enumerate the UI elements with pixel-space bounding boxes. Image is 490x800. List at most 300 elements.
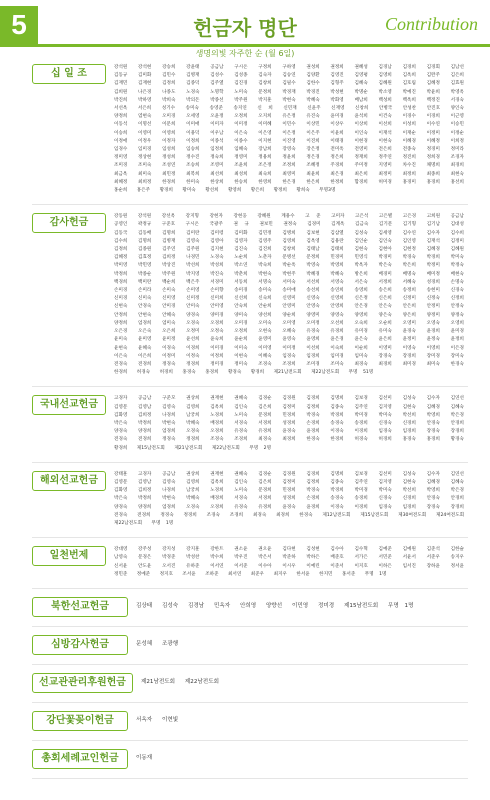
- donor-name: 구준호: [161, 222, 176, 228]
- category-label: 국내선교헌금: [32, 395, 106, 415]
- donor-name: 오미숙: [258, 320, 272, 326]
- donor-name: 오순희: [378, 320, 392, 326]
- donor-name: 백옥희: [402, 97, 416, 103]
- donor-name: 엄경희: [138, 320, 152, 326]
- donor-name: 김현아: [378, 247, 392, 253]
- donor-name: 조승희: [186, 163, 200, 169]
- donor-name: 문경희: [258, 488, 272, 494]
- donor-name: 강현웅: [233, 214, 247, 220]
- donor-name: 홍순희: [114, 188, 128, 194]
- donor-name: 송영희: [354, 288, 368, 294]
- donor-name: 정지호: [159, 571, 173, 577]
- donor-name: 이진희: [306, 138, 320, 144]
- donor-name: 박영희: [426, 488, 440, 494]
- section-divider: [32, 588, 468, 589]
- donor-name: 김창희: [282, 247, 296, 253]
- donor-name: 박경숙: [402, 255, 416, 261]
- donor-names: [114, 395, 468, 452]
- donor-name: 장미경: [426, 353, 440, 359]
- donor-names: [114, 471, 468, 528]
- donor-name: 정미숙: [234, 361, 248, 367]
- donor-name: 김혜경: [426, 247, 440, 253]
- donor-name: 박현숙: [162, 496, 176, 502]
- category-label: 십 일 조: [32, 64, 106, 84]
- donor-name: 이현숙: [234, 353, 248, 359]
- donor-name: 김성숙: [402, 396, 416, 402]
- donor-name: 정진희: [402, 155, 416, 161]
- donor-name: 김선미: [378, 471, 392, 477]
- donor-name: 배남희: [354, 97, 368, 103]
- donor-name: 박지영: [186, 271, 200, 277]
- donor-name: 황미숙: [182, 188, 196, 194]
- donor-name: 장경숙: [378, 353, 392, 359]
- donor-name: 양순희: [282, 312, 296, 318]
- donor-name: 박경희: [330, 412, 344, 418]
- donor-name: 구시온: [234, 65, 248, 70]
- donor-name: 김영희: [186, 479, 200, 485]
- donor-name: 양경숙: [114, 504, 128, 510]
- donor-name: 안희영: [240, 602, 257, 609]
- donor-name: 김명희: [138, 238, 152, 244]
- donor-name: 권재현: [210, 396, 224, 402]
- donor-name: 박은경: [450, 412, 464, 418]
- donor-name: 장경희: [402, 353, 416, 359]
- donor-name: 김인숙: [234, 479, 248, 485]
- donor-name: 차수진: [402, 163, 416, 169]
- donor-name: 권정희: [330, 65, 344, 70]
- donor-name: 송경희: [354, 420, 368, 426]
- donor-name: 김옥희: [210, 479, 224, 485]
- donor-name: 김정희: [162, 81, 176, 87]
- donor-name: 제22남전도회: [211, 445, 240, 451]
- donor-name: 구시온: [185, 222, 199, 228]
- donor-name: 나경민: [186, 255, 200, 261]
- donor-name: 신창희: [355, 106, 369, 112]
- donor-name: 정예준: [136, 571, 151, 577]
- donor-name: 송연희: [330, 288, 344, 294]
- donor-name: 박은숙: [114, 420, 128, 426]
- donor-name: 서준우: [426, 555, 440, 561]
- donor-name: 최복희: [186, 171, 200, 177]
- donor-name: 오서진: [162, 563, 176, 569]
- donor-name: 이경희: [354, 429, 368, 435]
- donor-name: 박주원: [234, 97, 248, 103]
- donor-name: 김경미: [307, 222, 321, 228]
- donor-name: 김재석: [426, 238, 440, 244]
- donor-name: 김영아: [210, 238, 224, 244]
- donor-name: 홍경희: [426, 437, 440, 443]
- donor-name: 정상현: [138, 155, 152, 161]
- donor-name: 오현숙: [258, 329, 272, 335]
- donor-name: 노미숙: [234, 488, 248, 494]
- donor-name: 이근영: [450, 114, 464, 120]
- donor-name: 유은정: [282, 114, 296, 120]
- donor-name: 박선희: [402, 412, 416, 418]
- donor-name: 임승희: [186, 147, 200, 153]
- donor-name: 박의돈: [186, 97, 200, 103]
- donor-name: 김정미: [282, 479, 296, 485]
- donor-name: 서경숙: [234, 496, 248, 502]
- donor-name: 김영희: [186, 404, 200, 410]
- donor-name: 박정숙: [450, 263, 464, 269]
- donor-name: 박영숙: [306, 263, 320, 269]
- donor-name: 박미숙: [450, 255, 464, 261]
- donor-name: 이민영: [292, 602, 309, 609]
- donor-name: 박경재: [282, 89, 296, 95]
- donor-name: 김영진: [330, 73, 344, 79]
- donor-name: 오정희: [234, 114, 248, 120]
- donor-name: 박준하: [282, 555, 296, 561]
- donor-name: 임정희: [210, 147, 224, 153]
- donor-name: 김형주: [330, 81, 344, 87]
- donor-name: 김기남: [426, 222, 441, 228]
- donor-name: 신영미: [282, 296, 296, 302]
- donor-name: 박경희: [426, 255, 440, 261]
- donor-name: 박선희: [186, 263, 200, 269]
- donor-name: 제21남전도회: [140, 678, 176, 685]
- donor-name: 엄경희: [162, 429, 176, 435]
- donor-name: 박소연: [234, 263, 248, 269]
- donor-name: 박윤희: [426, 89, 440, 95]
- donor-name: 박지훈: [258, 97, 272, 103]
- donor-name: 조경희: [229, 512, 244, 518]
- donor-name: 조광행: [162, 640, 179, 647]
- donor-name: 김주연: [162, 247, 176, 253]
- donor-name: 김태희: [330, 247, 344, 253]
- donor-name: 김혜경: [426, 479, 440, 485]
- donor-name: 이은숙: [234, 130, 248, 136]
- donor-name: 김희원: [114, 89, 128, 95]
- category-section: [32, 471, 468, 528]
- donor-name: 무명 1명: [387, 602, 414, 609]
- donor-names: [114, 213, 468, 377]
- donor-name: 김인숙: [234, 404, 248, 410]
- donor-name: 이하은: [378, 563, 392, 569]
- donor-name: 채명희: [426, 163, 440, 169]
- donor-name: 정경숙: [162, 437, 176, 443]
- donor-name: 유경희: [258, 504, 272, 510]
- donor-name: 김인영: [402, 238, 416, 244]
- donor-name: 민경미: [330, 255, 344, 261]
- donor-name: 김명희: [330, 471, 344, 477]
- donor-name: 구하영: [282, 65, 296, 70]
- donor-name: 오경숙: [186, 320, 200, 326]
- donor-name: 김한수: [306, 81, 320, 87]
- donor-name: 황정희: [273, 188, 287, 194]
- donor-name: 윤숙희: [210, 337, 224, 343]
- donor-name: 남궁희: [186, 412, 200, 418]
- donor-name: 김동국: [114, 230, 128, 236]
- donor-name: 오경희: [210, 320, 224, 326]
- donor-name: 안은숙: [378, 304, 392, 310]
- donor-name: 김선미: [378, 396, 392, 402]
- donor-name: 송현미: [426, 288, 440, 294]
- donor-name: 이예린: [306, 563, 320, 569]
- donor-name: 허미경: [378, 179, 392, 185]
- donor-name: 박옥자: [354, 263, 368, 269]
- donor-name: 오정미: [186, 329, 200, 335]
- donor-name: 김종숙: [330, 479, 344, 485]
- donor-name: 김예준: [378, 547, 392, 553]
- donor-name: 김성숙: [402, 471, 416, 477]
- donor-name: 박정희: [138, 420, 152, 426]
- donor-name: 안은경: [354, 304, 368, 310]
- donor-name: 김지영: [378, 479, 392, 485]
- section-divider: [32, 778, 468, 779]
- donor-name: 이승민: [450, 122, 464, 128]
- donor-name: 최민정: [162, 171, 176, 177]
- donor-name: 한은경: [282, 179, 296, 185]
- donor-name: 김현정: [402, 247, 416, 253]
- donor-name: 최경희: [282, 437, 296, 443]
- donor-name: 이승희: [114, 130, 128, 136]
- donor-name: 김세영: [378, 230, 392, 236]
- donor-name: 이경숙: [162, 345, 176, 351]
- donor-name: 배준호: [330, 555, 344, 561]
- donor-name: 이은정: [282, 130, 296, 136]
- donor-name: 이경수: [402, 114, 416, 120]
- donor-name: 민경희: [282, 488, 296, 494]
- donor-name: 윤은희: [378, 337, 392, 343]
- donor-name: 강현자: [209, 214, 223, 220]
- donor-name: 황경희: [250, 370, 265, 376]
- donor-name: 한지민: [319, 571, 333, 577]
- donor-name: 김옥희: [402, 73, 416, 79]
- donor-name: 유경숙: [234, 429, 248, 435]
- donor-name: 나은경: [138, 89, 152, 95]
- donor-name: 노춘자: [258, 255, 272, 261]
- donor-name: 이은희: [138, 353, 152, 359]
- donor-name: 이종석: [210, 138, 224, 144]
- donor-name: 정재희: [354, 155, 368, 161]
- donor-name: 김수아: [330, 547, 344, 553]
- donor-name: 윤미숙: [114, 337, 128, 343]
- donor-name: 주경희: [330, 163, 344, 169]
- donor-name: 이동석: [114, 122, 128, 128]
- donor-name: 김주연: [354, 479, 368, 485]
- donor-name: 강석원: [137, 214, 152, 220]
- donor-name: 김동규: [114, 73, 128, 79]
- donor-name: 이영미: [138, 130, 152, 136]
- donor-name: 조경숙: [258, 361, 272, 367]
- section-divider: [32, 537, 468, 538]
- donor-name: 이지현: [258, 138, 272, 144]
- donor-name: 김혜원: [378, 81, 392, 87]
- category-section: [32, 395, 468, 452]
- donor-name: 김동배: [138, 230, 152, 236]
- donor-name: 김병재: [162, 238, 176, 244]
- donor-name: 박명순: [354, 89, 368, 95]
- donor-name: 배경미: [378, 271, 392, 277]
- donor-name: 무명 1명: [364, 571, 387, 577]
- donor-name: 정은희: [330, 155, 344, 161]
- donor-name: 정경희: [183, 512, 197, 518]
- donor-name: 김진희: [258, 247, 272, 253]
- donor-name: 함경희: [354, 179, 368, 185]
- donor-name: 배현숙: [450, 271, 464, 277]
- donor-name: 박경숙: [306, 412, 320, 418]
- donor-name: 안정숙: [450, 304, 464, 310]
- donor-name: 백성희: [378, 97, 392, 103]
- donor-name: 조성연: [162, 163, 176, 169]
- donor-name: 이수연: [426, 122, 440, 128]
- donor-name: 송영준: [209, 106, 223, 112]
- donor-name: 최금옥: [114, 171, 128, 177]
- donor-name: 문정희: [258, 89, 272, 95]
- donor-name: 안도윤: [138, 563, 152, 569]
- donor-name: 조경숙: [206, 512, 220, 518]
- donor-name: 김은희: [258, 479, 272, 485]
- donor-name: 조하준: [205, 571, 219, 577]
- donor-name: 박현숙: [282, 97, 296, 103]
- donor-name: 이선희: [306, 345, 320, 351]
- donor-name: 김혜숙: [354, 81, 368, 87]
- donor-name: 장미숙: [450, 353, 464, 359]
- donor-name: 김지현: [210, 247, 224, 253]
- donor-name: 권혜숙: [234, 471, 248, 477]
- donor-name: 이진영: [282, 138, 296, 144]
- donor-name: 장경숙: [426, 429, 440, 435]
- donor-name: 이시우: [282, 563, 296, 569]
- donor-name: 신숙희: [258, 296, 272, 302]
- donor-name: 권 규: [233, 222, 249, 228]
- donor-name: 박정희: [114, 271, 128, 277]
- donor-name: 황영희: [227, 188, 242, 194]
- donor-name: 신영희: [330, 296, 344, 302]
- donor-name: 서경미: [210, 279, 224, 285]
- donor-name: 이경희: [426, 114, 440, 120]
- donor-name: 양미경: [210, 312, 224, 318]
- donor-list: [32, 64, 468, 787]
- donor-name: 공금남: [162, 471, 176, 477]
- donor-name: 정경숙: [160, 512, 174, 518]
- donor-name: 주미정: [354, 163, 368, 169]
- donor-name: 김태남: [306, 247, 320, 253]
- donor-name: 노순희: [234, 255, 248, 261]
- donor-name: 윤영숙: [282, 337, 296, 343]
- donor-name: 김혜정: [114, 255, 128, 261]
- donor-name: 김한슬: [450, 547, 464, 553]
- donor-name: 박하영: [138, 97, 152, 103]
- donor-name: 김혜원: [450, 247, 464, 253]
- donor-name: 안미경: [162, 304, 176, 310]
- donor-name: 정윤희: [282, 155, 296, 161]
- donor-name: 엄경희: [162, 504, 176, 510]
- donor-name: 오윤정: [210, 114, 224, 120]
- donor-name: 권오윤: [258, 547, 272, 553]
- donor-name: 허경숙: [354, 437, 368, 443]
- donor-name: 한경숙: [306, 437, 320, 443]
- category-section: [32, 546, 468, 579]
- donor-name: 송미애: [282, 288, 296, 294]
- donor-name: 김경원: [282, 396, 296, 402]
- donor-name: 김경순: [258, 471, 272, 477]
- donor-name: 민경희: [282, 412, 296, 418]
- donor-name: 최서연: [227, 571, 242, 577]
- donor-name: 김예원: [402, 547, 416, 553]
- donor-name: 김경희: [306, 471, 320, 477]
- donor-name: 박은숙: [378, 263, 392, 269]
- donor-name: 이태경: [330, 138, 344, 144]
- donor-name: 박희숙: [162, 97, 176, 103]
- donor-name: 조영미: [210, 163, 224, 169]
- donor-name: 윤정미: [402, 337, 416, 343]
- donor-name: 무명 2명: [249, 445, 272, 451]
- donor-name: 서가은: [354, 555, 368, 561]
- donor-name: 노명학: [210, 89, 224, 95]
- donor-name: 나경희: [162, 488, 176, 494]
- donor-name: 유경희: [258, 429, 272, 435]
- donor-name: 서혜숙: [402, 279, 416, 285]
- donor-name: 임경희: [306, 353, 320, 359]
- donor-name: 양선희: [258, 312, 272, 318]
- donor-name: 이은경: [450, 345, 464, 351]
- donor-name: 이미경: [210, 345, 224, 351]
- donor-name: 성경희: [282, 496, 296, 502]
- donor-name: 황경희: [159, 188, 173, 194]
- donor-name: 안정미: [426, 304, 440, 310]
- donor-name: 한미숙: [186, 179, 200, 185]
- donor-name: 신미희: [210, 296, 224, 302]
- section-divider: [32, 386, 468, 387]
- donor-name: 이미애: [186, 122, 200, 128]
- donor-name: 조경희: [234, 437, 248, 443]
- donor-name: 신경희: [402, 496, 416, 502]
- donor-name: 김종덕: [186, 81, 200, 87]
- donor-name: 이종수: [234, 138, 248, 144]
- donor-name: 이은주: [306, 130, 320, 136]
- donor-name: 김승연: [282, 73, 296, 79]
- donor-name: 이미정: [234, 122, 248, 128]
- donor-name: 박경미: [378, 255, 392, 261]
- category-label: 선교관관리후원헌금: [32, 673, 133, 693]
- donor-name: 김현숙: [354, 247, 368, 253]
- donor-name: 김은희: [258, 404, 272, 410]
- donor-name: 문경희: [258, 412, 272, 418]
- donor-name: 최숙희: [258, 171, 272, 177]
- donor-name: 신서윤: [114, 563, 128, 569]
- donor-name: 박소영: [378, 89, 392, 95]
- donor-name: 김영희: [282, 238, 296, 244]
- donor-name: 황경희: [114, 445, 128, 451]
- donor-name: 오지희: [258, 114, 272, 120]
- donor-name: 서경희: [258, 496, 272, 502]
- donor-name: 임미숙: [354, 353, 368, 359]
- donor-name: 한경숙: [450, 361, 464, 367]
- donor-name: 장영숙: [282, 147, 296, 153]
- donor-name: 김종숙: [330, 404, 344, 410]
- donor-name: 계용수: [281, 214, 295, 220]
- donor-name: 한경숙: [299, 512, 313, 518]
- donor-name: 권재현: [210, 471, 224, 477]
- donor-name: 임성희: [162, 147, 176, 153]
- donor-name: 정경숙: [162, 361, 176, 367]
- donor-name: 박선희: [402, 488, 416, 494]
- donor-name: 조미숙: [330, 361, 344, 367]
- donor-name: 박경진: [306, 89, 320, 95]
- donor-name: 송은희: [378, 288, 392, 294]
- donor-name: 제24여전도회: [436, 512, 465, 518]
- donor-name: 조미경: [114, 163, 128, 169]
- donor-name: 김보경: [354, 396, 368, 402]
- donor-name: 유하준: [186, 563, 200, 569]
- donor-name: 한은희: [306, 179, 320, 185]
- donor-name: 정용희: [258, 155, 272, 161]
- donor-name: 최은경: [330, 171, 344, 177]
- donor-name: 윤미경: [450, 329, 464, 335]
- donor-name: 안미숙: [186, 304, 200, 310]
- donor-name: 김재민: [114, 81, 128, 87]
